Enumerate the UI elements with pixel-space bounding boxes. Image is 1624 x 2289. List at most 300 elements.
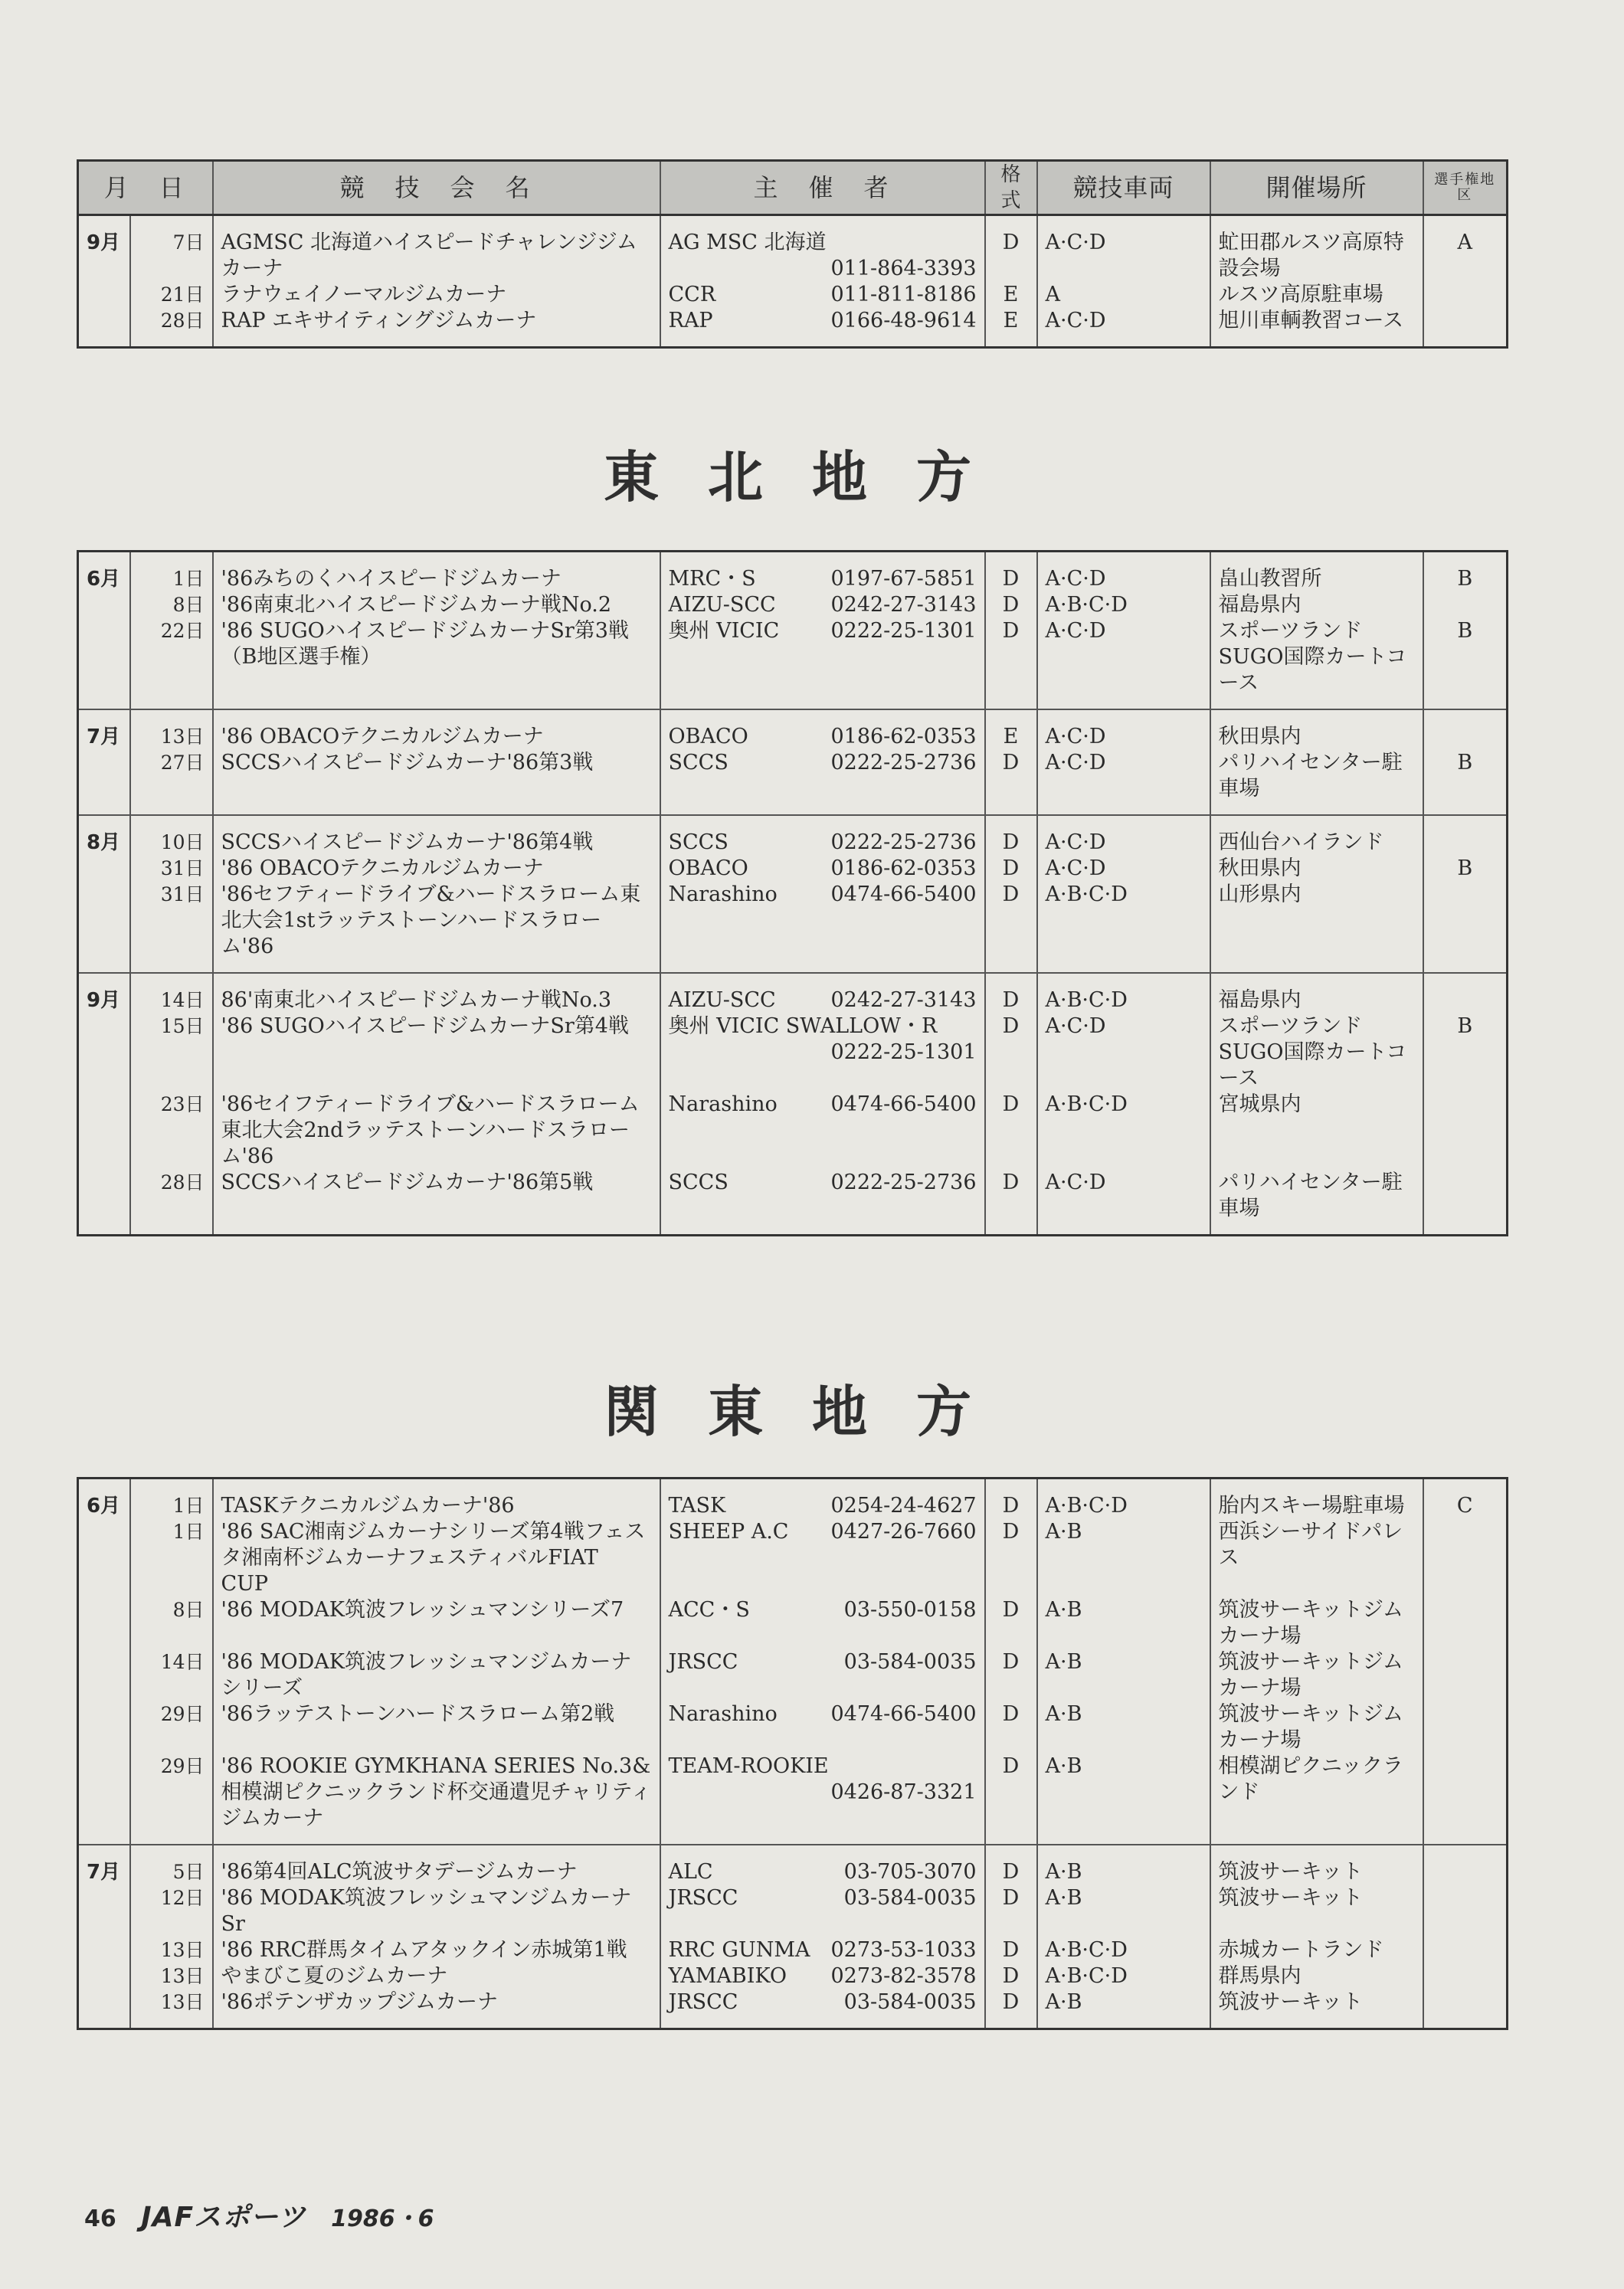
day-cell: 29日	[130, 1754, 213, 1845]
format-cell: E	[985, 282, 1037, 308]
organizer-cell	[660, 1701, 985, 1754]
vehicles-cell: A·C·D	[1037, 1170, 1210, 1236]
organizer-phone: 011-811-8186	[830, 283, 977, 306]
month-cell	[78, 1170, 130, 1236]
organizer-name: RRC GUNMA	[668, 1938, 810, 1962]
table-row	[78, 1092, 1508, 1170]
table-row	[78, 282, 1508, 308]
organizer-phone: 0166-48-9614	[830, 309, 977, 332]
format-cell: D	[985, 1885, 1037, 1937]
organizer-name: TEAM-ROOKIE	[668, 1754, 829, 1778]
tohoku-schedule-table	[77, 550, 1508, 1236]
event-name-cell: 86'南東北ハイスピードジムカーナ戦No.3	[213, 973, 660, 1014]
format-cell: D	[985, 1845, 1037, 1885]
organizer-cell	[660, 1014, 985, 1092]
venue-cell: 群馬県内	[1210, 1963, 1423, 1989]
region-cell	[1423, 1701, 1508, 1754]
organizer-phone: 0222-25-2736	[830, 1171, 977, 1194]
region-cell	[1423, 1519, 1508, 1597]
organizer-name: AIZU-SCC	[668, 593, 776, 617]
organizer-cell	[660, 215, 985, 283]
organizer-phone: 0254-24-4627	[830, 1494, 977, 1518]
table-row	[78, 618, 1508, 709]
vehicles-cell: A·B	[1037, 1754, 1210, 1845]
format-cell: D	[985, 973, 1037, 1014]
vehicles-cell: A·B	[1037, 1649, 1210, 1701]
table-row	[78, 1170, 1508, 1236]
region-cell: B	[1423, 856, 1508, 882]
organizer-name: YAMABIKO	[668, 1964, 787, 1988]
organizer-cell	[660, 1963, 985, 1989]
region-cell: A	[1423, 215, 1508, 283]
venue-cell: 福島県内	[1210, 592, 1423, 618]
event-name-cell: '86ラッテストーンハードスラローム第2戦	[213, 1701, 660, 1754]
region-cell	[1423, 1963, 1508, 1989]
organizer-cell	[660, 282, 985, 308]
vehicles-cell: A·C·D	[1037, 308, 1210, 348]
table-row	[78, 709, 1508, 750]
venue-cell: 秋田県内	[1210, 709, 1423, 750]
venue-cell: 筑波サーキットジムカーナ場	[1210, 1701, 1423, 1754]
region-heading-tohoku: 東北地方	[603, 445, 1020, 509]
organizer-phone: 011-864-3393	[830, 257, 977, 280]
format-cell: D	[985, 815, 1037, 856]
organizer-phone: 03-584-0035	[843, 1886, 977, 1910]
vehicles-cell: A	[1037, 282, 1210, 308]
table-row	[78, 1963, 1508, 1989]
day-cell: 31日	[130, 882, 213, 973]
organizer-cell	[660, 618, 985, 709]
page-footer	[84, 2196, 434, 2235]
organizer-cell	[660, 1597, 985, 1649]
vehicles-cell: A·C·D	[1037, 215, 1210, 283]
hokkaido-schedule-table	[77, 159, 1508, 349]
organizer-cell	[660, 592, 985, 618]
format-cell: D	[985, 1963, 1037, 1989]
venue-cell: スポーツランドSUGO国際カートコース	[1210, 618, 1423, 709]
venue-cell: 畠山教習所	[1210, 552, 1423, 593]
venue-cell: 西仙台ハイランド	[1210, 815, 1423, 856]
day-cell: 12日	[130, 1885, 213, 1937]
organizer-phone: 03-584-0035	[843, 1650, 977, 1674]
event-name-cell: '86 MODAK筑波フレッシュマンシリーズ7	[213, 1597, 660, 1649]
event-name-cell: '86第4回ALC筑波サタデージムカーナ	[213, 1845, 660, 1885]
month-cell	[78, 882, 130, 973]
format-cell: D	[985, 552, 1037, 593]
venue-cell: 筑波サーキット	[1210, 1989, 1423, 2029]
organizer-name: SCCS	[668, 1171, 729, 1194]
day-cell: 21日	[130, 282, 213, 308]
day-cell: 23日	[130, 1092, 213, 1170]
format-cell: D	[985, 856, 1037, 882]
venue-cell: 福島県内	[1210, 973, 1423, 1014]
organizer-cell	[660, 856, 985, 882]
region-heading-kanto: 関東地方	[603, 1380, 1020, 1444]
month-cell: 8月	[78, 815, 130, 856]
vehicles-cell: A·C·D	[1037, 856, 1210, 882]
organizer-name: AIZU-SCC	[668, 988, 776, 1012]
event-name-cell: '86セフティードライブ&ハードスラローム東北大会1stラッテストーンハードスラローム'86	[213, 882, 660, 973]
month-cell	[78, 1519, 130, 1597]
organizer-phone: 0197-67-5851	[830, 567, 977, 591]
event-name-cell: '86セイフティードライブ&ハードスラローム東北大会2ndラッテストーンハードスラローム'86	[213, 1092, 660, 1170]
header-region: 選手権地区	[1423, 161, 1508, 215]
region-cell	[1423, 1885, 1508, 1937]
organizer-phone: 0222-25-1301	[830, 1040, 977, 1064]
table-row	[78, 1479, 1508, 1520]
event-name-cell: '86ポテンザカップジムカーナ	[213, 1989, 660, 2029]
organizer-name: SCCS	[668, 751, 729, 774]
region-cell	[1423, 282, 1508, 308]
vehicles-cell: A·B·C·D	[1037, 882, 1210, 973]
kanto-schedule-table	[77, 1477, 1508, 2030]
region-cell	[1423, 1597, 1508, 1649]
table-row	[78, 973, 1508, 1014]
table-row	[78, 856, 1508, 882]
vehicles-cell: A·C·D	[1037, 750, 1210, 815]
organizer-name: AG MSC 北海道	[668, 231, 827, 254]
day-cell: 8日	[130, 592, 213, 618]
venue-cell: 旭川車輌教習コース	[1210, 308, 1423, 348]
day-cell: 13日	[130, 1937, 213, 1963]
region-cell	[1423, 1649, 1508, 1701]
organizer-phone: 0242-27-3143	[830, 593, 977, 617]
day-cell: 7日	[130, 215, 213, 283]
month-cell	[78, 1989, 130, 2029]
day-cell: 5日	[130, 1845, 213, 1885]
format-cell: D	[985, 592, 1037, 618]
month-cell: 6月	[78, 1479, 130, 1520]
event-name-cell: '86 ROOKIE GYMKHANA SERIES No.3&相模湖ピクニックランド杯交通遺児チャリティジムカーナ	[213, 1754, 660, 1845]
format-cell: D	[985, 1597, 1037, 1649]
region-cell	[1423, 1170, 1508, 1236]
format-cell: D	[985, 1170, 1037, 1236]
format-cell: D	[985, 1649, 1037, 1701]
issue-date: 1986・6	[331, 2205, 434, 2232]
day-cell: 1日	[130, 552, 213, 593]
event-name-cell: TASKテクニカルジムカーナ'86	[213, 1479, 660, 1520]
format-cell: D	[985, 1701, 1037, 1754]
table-row	[78, 1937, 1508, 1963]
organizer-phone: 0273-53-1033	[830, 1938, 977, 1962]
vehicles-cell: A·B·C·D	[1037, 1092, 1210, 1170]
organizer-name: OBACO	[668, 856, 748, 880]
organizer-name: 奥州 VICIC SWALLOW・R	[668, 1014, 938, 1038]
month-cell	[78, 1092, 130, 1170]
organizer-phone: 0186-62-0353	[830, 856, 977, 880]
month-cell	[78, 1963, 130, 1989]
region-cell: B	[1423, 1014, 1508, 1092]
vehicles-cell: A·B	[1037, 1701, 1210, 1754]
organizer-name: SCCS	[668, 830, 729, 854]
day-cell: 10日	[130, 815, 213, 856]
organizer-cell	[660, 308, 985, 348]
organizer-phone: 0222-25-2736	[830, 830, 977, 854]
table-row	[78, 1754, 1508, 1845]
organizer-phone: 0186-62-0353	[830, 725, 977, 748]
vehicles-cell: A·C·D	[1037, 1014, 1210, 1092]
vehicles-cell: A·B	[1037, 1519, 1210, 1597]
organizer-name: Narashino	[668, 1092, 778, 1116]
table-row	[78, 1597, 1508, 1649]
month-cell: 7月	[78, 1845, 130, 1885]
venue-cell: 相模湖ピクニックランド	[1210, 1754, 1423, 1845]
table-row	[78, 1649, 1508, 1701]
event-name-cell: AGMSC 北海道ハイスピードチャレンジジムカーナ	[213, 215, 660, 283]
organizer-cell	[660, 1937, 985, 1963]
table-row	[78, 882, 1508, 973]
event-name-cell: '86 RRC群馬タイムアタックイン赤城第1戦	[213, 1937, 660, 1963]
table-row	[78, 552, 1508, 593]
venue-cell: 西浜シーサイドパレス	[1210, 1519, 1423, 1597]
event-name-cell: '86南東北ハイスピードジムカーナ戦No.2	[213, 592, 660, 618]
organizer-cell	[660, 1754, 985, 1845]
header-format: 格式	[985, 161, 1037, 215]
event-name-cell: SCCSハイスピードジムカーナ'86第4戦	[213, 815, 660, 856]
day-cell: 28日	[130, 1170, 213, 1236]
region-cell	[1423, 1845, 1508, 1885]
region-cell	[1423, 709, 1508, 750]
region-cell: B	[1423, 552, 1508, 593]
day-cell: 14日	[130, 973, 213, 1014]
organizer-phone: 0427-26-7660	[830, 1520, 977, 1544]
venue-cell: 赤城カートランド	[1210, 1937, 1423, 1963]
event-name-cell: やまびこ夏のジムカーナ	[213, 1963, 660, 1989]
venue-cell: パリハイセンター駐車場	[1210, 750, 1423, 815]
organizer-cell	[660, 1649, 985, 1701]
organizer-phone: 0222-25-2736	[830, 751, 977, 774]
organizer-cell	[660, 1989, 985, 2029]
organizer-cell	[660, 1885, 985, 1937]
organizer-name: SHEEP A.C	[668, 1520, 789, 1544]
table-row	[78, 1989, 1508, 2029]
region-cell	[1423, 815, 1508, 856]
format-cell: D	[985, 1937, 1037, 1963]
region-cell	[1423, 882, 1508, 973]
vehicles-cell: A·B	[1037, 1989, 1210, 2029]
venue-cell: 筑波サーキット	[1210, 1845, 1423, 1885]
vehicles-cell: A·C·D	[1037, 618, 1210, 709]
day-cell: 22日	[130, 618, 213, 709]
month-cell	[78, 750, 130, 815]
format-cell: D	[985, 1519, 1037, 1597]
header-event-name: 競 技 会 名	[213, 161, 660, 215]
month-cell	[78, 1937, 130, 1963]
format-cell: D	[985, 882, 1037, 973]
month-cell	[78, 1649, 130, 1701]
table-row	[78, 215, 1508, 283]
event-name-cell: '86 MODAK筑波フレッシュマンジムカーナシリーズ	[213, 1649, 660, 1701]
organizer-cell	[660, 815, 985, 856]
organizer-phone: 0474-66-5400	[830, 1702, 977, 1726]
organizer-name: Narashino	[668, 883, 778, 906]
format-cell: E	[985, 709, 1037, 750]
event-name-cell: '86 OBACOテクニカルジムカーナ	[213, 856, 660, 882]
organizer-name: 奥州 VICIC	[668, 619, 780, 643]
vehicles-cell: A·B	[1037, 1597, 1210, 1649]
organizer-name: JRSCC	[668, 1990, 738, 2014]
event-name-cell: '86 MODAK筑波フレッシュマンジムカーナSr	[213, 1885, 660, 1937]
day-cell: 13日	[130, 1963, 213, 1989]
organizer-cell	[660, 1845, 985, 1885]
month-cell	[78, 282, 130, 308]
organizer-name: Narashino	[668, 1702, 778, 1726]
day-cell: 28日	[130, 308, 213, 348]
table-row	[78, 308, 1508, 348]
region-cell: B	[1423, 750, 1508, 815]
header-date: 月 日	[78, 161, 213, 215]
event-name-cell: SCCSハイスピードジムカーナ'86第5戦	[213, 1170, 660, 1236]
organizer-phone: 03-584-0035	[843, 1990, 977, 2014]
vehicles-cell: A·B·C·D	[1037, 592, 1210, 618]
venue-cell: スポーツランドSUGO国際カートコース	[1210, 1014, 1423, 1092]
vehicles-cell: A·B·C·D	[1037, 973, 1210, 1014]
vehicles-cell: A·C·D	[1037, 552, 1210, 593]
table-row	[78, 1845, 1508, 1885]
organizer-name: CCR	[668, 283, 716, 306]
day-cell: 15日	[130, 1014, 213, 1092]
event-name-cell: '86 SAC湘南ジムカーナシリーズ第4戦フェスタ湘南杯ジムカーナフェスティバルFIAT CUP	[213, 1519, 660, 1597]
format-cell: D	[985, 1754, 1037, 1845]
organizer-name: OBACO	[668, 725, 748, 748]
table-row	[78, 815, 1508, 856]
page-number: 46	[84, 2205, 116, 2232]
organizer-name: RAP	[668, 309, 713, 332]
organizer-phone: 0273-82-3578	[830, 1964, 977, 1988]
organizer-phone: 0426-87-3321	[830, 1780, 977, 1804]
hokkaido-rows	[78, 215, 1508, 348]
region-cell	[1423, 1092, 1508, 1170]
organizer-name: JRSCC	[668, 1886, 738, 1910]
region-cell	[1423, 973, 1508, 1014]
magazine-brand: JAFスポーツ	[141, 2202, 306, 2233]
organizer-phone: 03-705-3070	[843, 1860, 977, 1884]
event-name-cell: RAP エキサイティングジムカーナ	[213, 308, 660, 348]
month-cell: 6月	[78, 552, 130, 593]
venue-cell: 筑波サーキットジムカーナ場	[1210, 1597, 1423, 1649]
format-cell: E	[985, 308, 1037, 348]
month-cell	[78, 1597, 130, 1649]
venue-cell: 筑波サーキットジムカーナ場	[1210, 1649, 1423, 1701]
venue-cell: 胎内スキー場駐車場	[1210, 1479, 1423, 1520]
month-cell	[78, 592, 130, 618]
event-name-cell: '86 SUGOハイスピードジムカーナSr第3戦（B地区選手権）	[213, 618, 660, 709]
month-cell	[78, 856, 130, 882]
day-cell: 29日	[130, 1701, 213, 1754]
event-name-cell: '86みちのくハイスピードジムカーナ	[213, 552, 660, 593]
format-cell: D	[985, 1092, 1037, 1170]
day-cell: 31日	[130, 856, 213, 882]
organizer-cell	[660, 973, 985, 1014]
venue-cell: 筑波サーキット	[1210, 1885, 1423, 1937]
organizer-phone: 03-550-0158	[843, 1598, 977, 1622]
format-cell: D	[985, 618, 1037, 709]
day-cell: 1日	[130, 1519, 213, 1597]
kanto-rows	[78, 1479, 1508, 2029]
venue-cell: 宮城県内	[1210, 1092, 1423, 1170]
region-cell	[1423, 1754, 1508, 1845]
venue-cell: 山形県内	[1210, 882, 1423, 973]
event-name-cell: '86 OBACOテクニカルジムカーナ	[213, 709, 660, 750]
event-name-cell: SCCSハイスピードジムカーナ'86第3戦	[213, 750, 660, 815]
venue-cell: パリハイセンター駐車場	[1210, 1170, 1423, 1236]
organizer-cell	[660, 1092, 985, 1170]
organizer-cell	[660, 1479, 985, 1520]
vehicles-cell: A·B·C·D	[1037, 1963, 1210, 1989]
venue-cell: 虻田郡ルスツ高原特設会場	[1210, 215, 1423, 283]
organizer-phone: 0242-27-3143	[830, 988, 977, 1012]
organizer-phone: 0474-66-5400	[830, 883, 977, 906]
organizer-cell	[660, 1170, 985, 1236]
table-row	[78, 592, 1508, 618]
region-cell	[1423, 308, 1508, 348]
organizer-name: JRSCC	[668, 1650, 738, 1674]
format-cell: D	[985, 1479, 1037, 1520]
organizer-name: MRC・S	[668, 567, 756, 591]
vehicles-cell: A·C·D	[1037, 815, 1210, 856]
vehicles-cell: A·B·C·D	[1037, 1937, 1210, 1963]
month-cell	[78, 1885, 130, 1937]
organizer-cell	[660, 709, 985, 750]
header-venue: 開催場所	[1210, 161, 1423, 215]
organizer-cell	[660, 1519, 985, 1597]
organizer-name: TASK	[668, 1494, 726, 1518]
format-cell: D	[985, 1989, 1037, 2029]
day-cell: 8日	[130, 1597, 213, 1649]
organizer-name: ACC・S	[668, 1598, 750, 1622]
day-cell: 14日	[130, 1649, 213, 1701]
region-cell	[1423, 1937, 1508, 1963]
organizer-name: ALC	[668, 1860, 713, 1884]
table-row	[78, 1885, 1508, 1937]
vehicles-cell: A·B	[1037, 1885, 1210, 1937]
tohoku-rows	[78, 552, 1508, 1236]
format-cell: D	[985, 1014, 1037, 1092]
organizer-phone: 0474-66-5400	[830, 1092, 977, 1116]
organizer-cell	[660, 552, 985, 593]
month-cell: 9月	[78, 973, 130, 1014]
table-row	[78, 1519, 1508, 1597]
month-cell	[78, 618, 130, 709]
table-row	[78, 1701, 1508, 1754]
organizer-phone: 0222-25-1301	[830, 619, 977, 643]
event-name-cell: ラナウェイノーマルジムカーナ	[213, 282, 660, 308]
vehicles-cell: A·B·C·D	[1037, 1479, 1210, 1520]
table-row	[78, 1014, 1508, 1092]
vehicles-cell: A·C·D	[1037, 709, 1210, 750]
month-cell	[78, 308, 130, 348]
day-cell: 27日	[130, 750, 213, 815]
organizer-cell	[660, 882, 985, 973]
month-cell: 7月	[78, 709, 130, 750]
vehicles-cell: A·B	[1037, 1845, 1210, 1885]
day-cell: 1日	[130, 1479, 213, 1520]
table-header-row	[78, 161, 1508, 215]
venue-cell: 秋田県内	[1210, 856, 1423, 882]
table-row	[78, 750, 1508, 815]
region-cell: B	[1423, 618, 1508, 709]
header-organizer: 主 催 者	[660, 161, 985, 215]
region-cell: C	[1423, 1479, 1508, 1520]
header-vehicles: 競技車両	[1037, 161, 1210, 215]
venue-cell: ルスツ高原駐車場	[1210, 282, 1423, 308]
day-cell: 13日	[130, 1989, 213, 2029]
region-cell	[1423, 592, 1508, 618]
month-cell	[78, 1014, 130, 1092]
organizer-cell	[660, 750, 985, 815]
month-cell	[78, 1754, 130, 1845]
event-name-cell: '86 SUGOハイスピードジムカーナSr第4戦	[213, 1014, 660, 1092]
